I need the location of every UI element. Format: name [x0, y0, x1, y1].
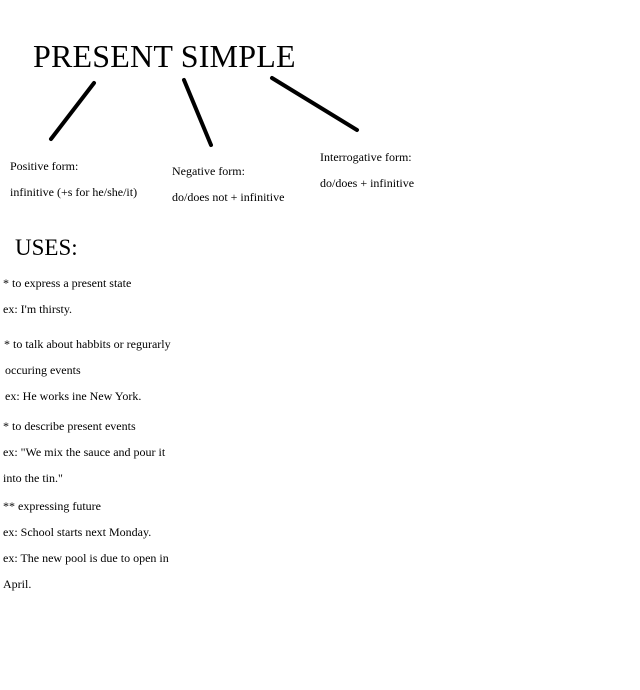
uses-line: ex: I'm thirsty. — [3, 302, 73, 316]
uses-line: * to describe present events — [3, 419, 136, 433]
uses-line: ex: "We mix the sauce and pour it — [3, 445, 166, 459]
uses-line: ** expressing future — [3, 499, 101, 513]
uses-line: * to express a present state — [3, 276, 132, 290]
uses-line: April. — [3, 577, 32, 591]
positive-form-rule: infinitive (+s for he/she/it) — [10, 185, 138, 199]
negative-form-label: Negative form: — [172, 164, 245, 178]
page-title: PRESENT SIMPLE — [33, 38, 296, 74]
connector-line-positive — [51, 83, 94, 139]
uses-line: ex: He works ine New York. — [5, 389, 142, 403]
connector-line-interrogative — [272, 78, 357, 130]
positive-form-label: Positive form: — [10, 159, 79, 173]
negative-form-rule: do/does not + infinitive — [172, 190, 285, 204]
uses-line: ex: The new pool is due to open in — [3, 551, 169, 565]
uses-line: ex: School starts next Monday. — [3, 525, 152, 539]
connector-line-negative — [184, 80, 211, 145]
uses-line: into the tin." — [3, 471, 63, 485]
interrogative-form-rule: do/does + infinitive — [320, 176, 415, 190]
uses-line: * to talk about habbits or regurarly — [4, 337, 171, 351]
interrogative-form-label: Interrogative form: — [320, 150, 412, 164]
uses-heading: USES: — [15, 235, 78, 260]
uses-line: occuring events — [5, 363, 81, 377]
